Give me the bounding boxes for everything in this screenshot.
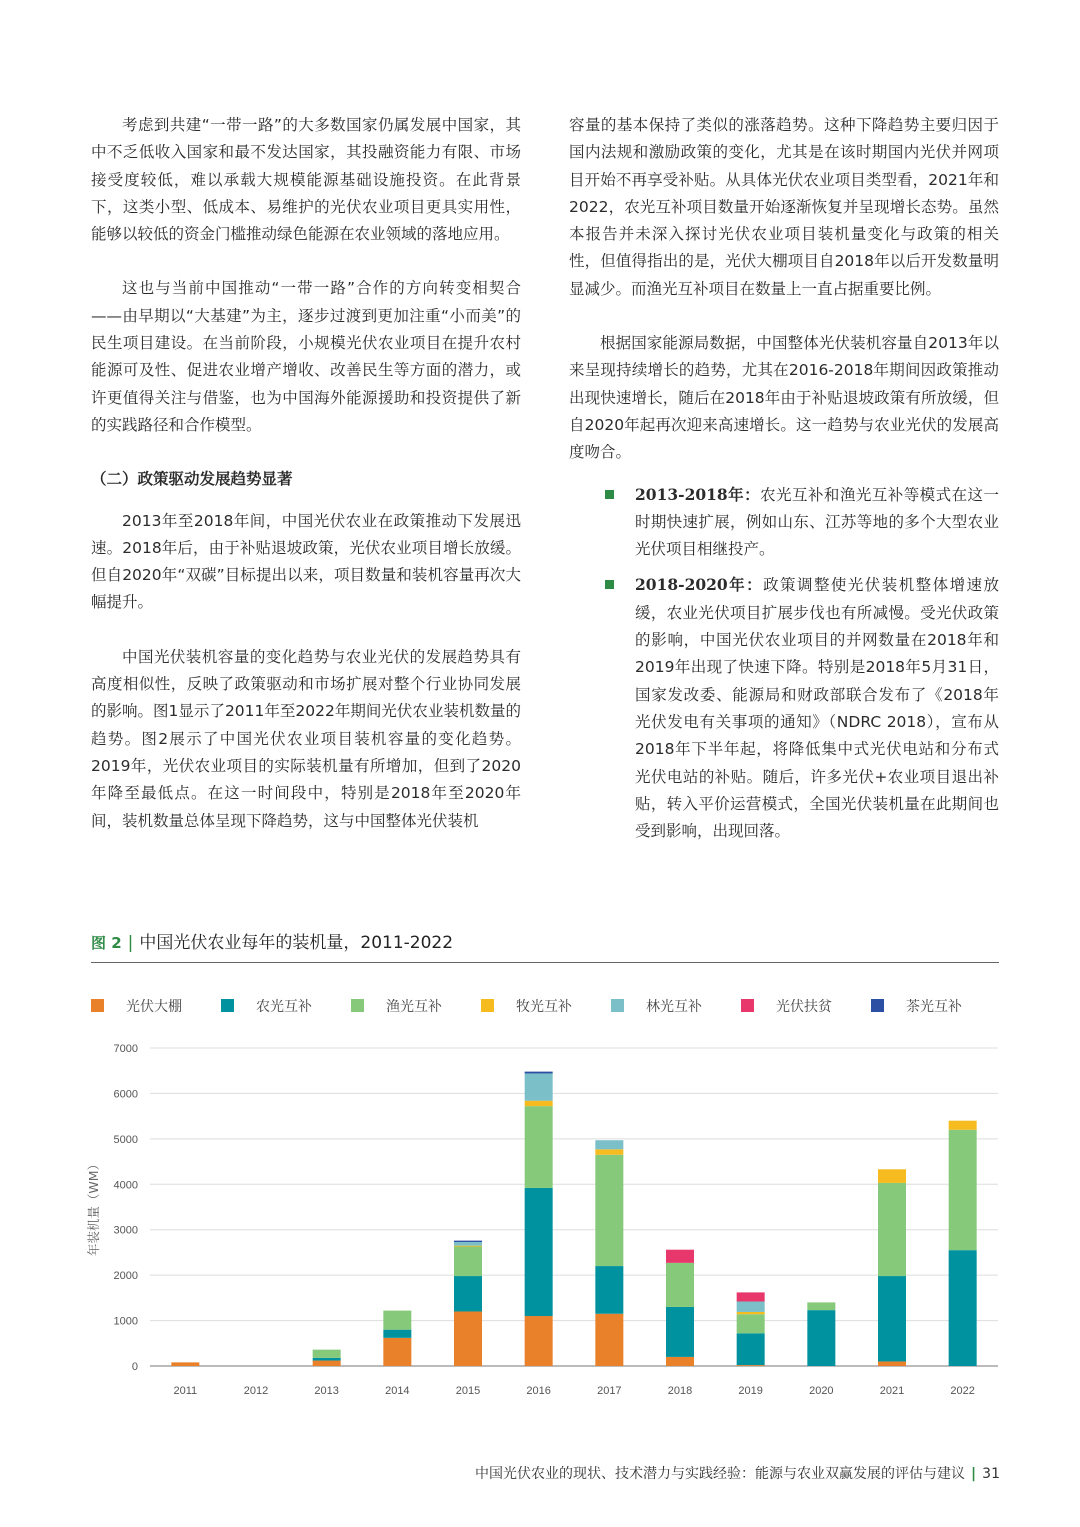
bar-segment xyxy=(737,1312,765,1314)
section-title: （二）政策驱动发展趋势显著 xyxy=(91,470,293,489)
footer-separator: | xyxy=(971,1466,977,1482)
bar-segment xyxy=(454,1311,482,1366)
x-tick-label: 2011 xyxy=(173,1385,198,1397)
stacked-bar-chart xyxy=(80,1030,1010,1410)
x-tick-label: 2015 xyxy=(455,1385,481,1397)
legend-label: 牧光互补 xyxy=(516,999,572,1015)
legend-item xyxy=(351,996,442,1016)
bar-segment xyxy=(525,1316,553,1366)
bar-segment xyxy=(525,1072,553,1074)
bar-segment xyxy=(666,1263,694,1307)
y-tick-label: 0 xyxy=(131,1361,138,1373)
bar-segment xyxy=(171,1362,199,1366)
x-tick-label: 2012 xyxy=(243,1385,269,1397)
x-tick-label: 2019 xyxy=(738,1385,763,1397)
right-column xyxy=(569,112,999,845)
figure-caption: 中国光伏农业每年的装机量，2011-2022 xyxy=(139,933,454,953)
legend-item xyxy=(91,996,182,1016)
bar-segment xyxy=(595,1140,623,1149)
bar-segment xyxy=(313,1350,341,1358)
bar-segment xyxy=(737,1314,765,1333)
bar-segment xyxy=(737,1365,765,1366)
bar-segment xyxy=(525,1106,553,1188)
bar-segment xyxy=(949,1130,977,1250)
page-number: 31 xyxy=(982,1466,1000,1482)
bullet-square-icon xyxy=(605,580,614,589)
page-footer xyxy=(475,1463,1000,1483)
bullet-lead: 2018-2020年： xyxy=(635,575,764,595)
x-tick-label: 2021 xyxy=(879,1385,905,1397)
figure-separator: | xyxy=(127,933,134,953)
legend-swatch xyxy=(91,999,104,1012)
bar-segment xyxy=(525,1073,553,1100)
bar-segment xyxy=(666,1307,694,1357)
y-tick-label: 4000 xyxy=(113,1179,138,1192)
legend-label: 光伏扶贫 xyxy=(776,999,832,1015)
legend-swatch xyxy=(871,999,884,1012)
bullet-2013-2018 xyxy=(569,481,999,564)
y-tick-label: 7000 xyxy=(113,1043,138,1055)
chart-legend xyxy=(91,996,1011,1018)
y-tick-label: 5000 xyxy=(113,1133,138,1146)
bar-segment xyxy=(807,1302,835,1310)
figure-title xyxy=(91,928,453,953)
left-column xyxy=(91,112,521,835)
bar-segment xyxy=(454,1246,482,1247)
legend-swatch xyxy=(351,999,364,1012)
bar-segment xyxy=(949,1250,977,1366)
x-tick-label: 2022 xyxy=(950,1385,975,1397)
right-paragraph-1: 容量的基本保持了类似的涨落趋势。这种下降趋势主要归因于国内法规和激励政策的变化，尤其是在该时期国内光伏并网项目开始不再享受补贴。从具体光伏农业项目类型看，2021年和2022，农光互补项目数量开始逐渐恢复并呈现增长态势。虽然本报告并未深入探讨光伏农业项目装机量变化与政策的相关性，但值得指出的是，光伏大棚项目自2018年以后开发数量明显减少。而渔光互补项目在数量上一直占据重要比例。 xyxy=(569,116,999,298)
bar-segment xyxy=(595,1314,623,1366)
bullet-square-icon xyxy=(605,490,614,499)
x-tick-label: 2013 xyxy=(314,1385,339,1397)
bar-segment xyxy=(878,1361,906,1366)
left-paragraph-1: 考虑到共建“一带一路”的大多数国家仍属发展中国家，其中不乏低收入国家和最不发达国家，其投融资能力有限、市场接受度较低，难以承载大规模能源基础设施投资。在此背景下，这类小型、低成本、易维护的光伏农业项目更具实用性，能够以较低的资金门槛推动绿色能源在农业领域的落地应用。 xyxy=(91,116,521,244)
bar-segment xyxy=(383,1311,411,1330)
bar-segment xyxy=(383,1330,411,1338)
legend-item xyxy=(221,996,312,1016)
bar-segment xyxy=(737,1292,765,1301)
legend-item xyxy=(481,996,572,1016)
x-tick-label: 2017 xyxy=(597,1385,622,1397)
y-tick-label: 6000 xyxy=(113,1088,138,1101)
bar-segment xyxy=(525,1188,553,1316)
left-paragraph-2: 这也与当前中国推动“一带一路”合作的方向转变相契合——由早期以“大基建”为主，逐步过渡到更加注重“小而美”的民生项目建设。在当前阶段，小规模光伏农业项目在提升农村能源可及性、促进农业增产增收、改善民生等方面的潜力，或许更值得关注与借鉴，也为中国海外能源援助和投资提供了新的实践路径和合作模型。 xyxy=(91,279,521,434)
bar-segment xyxy=(949,1121,977,1130)
legend-swatch xyxy=(741,999,754,1012)
bar-segment xyxy=(878,1183,906,1276)
bar-segment xyxy=(878,1169,906,1183)
bullet-text: 政策调整使光伏装机整体增速放缓，农业光伏项目扩展步伐也有所减慢。受光伏政策的影响，中国光伏农业项目的并网数量在2018年和2019年出现了快速下降。特别是2018年5月31日，国家发改委、能源局和财政部联合发布了《2018年光伏发电有关事项的通知》（NDRC 2018），宣布从2018年下半年起，将降低集中式光伏电站和分布式光伏电站的补贴。随后，许多光伏+农业项目退出补贴，转入平价运营模式，全国光伏装机量在此期间也受到影响，出现回落。 xyxy=(635,576,999,841)
left-paragraph-3: 2013年至2018年间，中国光伏农业在政策推动下发展迅速。2018年后，由于补贴退坡政策，光伏农业项目增长放缓。但自2020年“双碳”目标提出以来，项目数量和装机容量再次大幅提升。 xyxy=(91,511,521,612)
y-tick-label: 3000 xyxy=(113,1224,138,1237)
bar-segment xyxy=(595,1149,623,1154)
bar-segment xyxy=(595,1266,623,1314)
bullet-2018-2020 xyxy=(569,571,999,845)
bar-segment xyxy=(878,1276,906,1361)
y-axis-label: 年装机量（WM） xyxy=(86,1157,101,1257)
bar-segment xyxy=(807,1310,835,1366)
x-tick-label: 2018 xyxy=(667,1385,693,1397)
legend-swatch xyxy=(221,999,234,1012)
legend-label: 渔光互补 xyxy=(386,999,442,1015)
bar-segment xyxy=(313,1358,341,1361)
legend-item xyxy=(871,996,962,1016)
legend-label: 光伏大棚 xyxy=(126,999,182,1015)
left-paragraph-4: 中国光伏装机容量的变化趋势与农业光伏的发展趋势具有高度相似性，反映了政策驱动和市场扩展对整个行业协同发展的影响。图1显示了2011年至2022年期间光伏农业装机数量的趋势。图2展示了中国光伏农业项目装机容量的变化趋势。2019年，光伏农业项目的实际装机量有所增加，但到了2020年降至最低点。在这一时间段中，特别是2018年至2020年间，装机数量总体呈现下降趋势，这与中国整体光伏装机 xyxy=(91,647,521,830)
bar-segment xyxy=(454,1276,482,1311)
bar-segment xyxy=(313,1361,341,1366)
bar-segment xyxy=(525,1101,553,1106)
y-tick-label: 2000 xyxy=(113,1270,138,1283)
y-tick-label: 1000 xyxy=(113,1315,138,1328)
bar-segment xyxy=(737,1333,765,1365)
bullet-lead: 2013-2018年： xyxy=(635,484,761,504)
x-tick-label: 2016 xyxy=(526,1385,551,1397)
figure-number: 图 2 xyxy=(91,934,122,952)
legend-label: 林光互补 xyxy=(646,999,702,1015)
x-tick-label: 2020 xyxy=(809,1385,834,1397)
bar-segment xyxy=(454,1247,482,1277)
figure-rule xyxy=(91,962,999,963)
legend-swatch xyxy=(611,999,624,1012)
legend-item xyxy=(741,996,832,1016)
bullet-text: 农光互补和渔光互补等模式在这一时期快速扩展，例如山东、江苏等地的多个大型农业光伏项目相继投产。 xyxy=(635,485,999,559)
legend-label: 茶光互补 xyxy=(906,999,962,1015)
legend-item xyxy=(611,996,702,1016)
bar-segment xyxy=(595,1155,623,1266)
legend-swatch xyxy=(481,999,494,1012)
bar-segment xyxy=(454,1242,482,1246)
bar-segment xyxy=(666,1357,694,1366)
bar-segment xyxy=(383,1338,411,1366)
legend-label: 农光互补 xyxy=(256,999,312,1015)
bar-segment xyxy=(737,1301,765,1311)
bar-segment xyxy=(454,1241,482,1242)
right-paragraph-2: 根据国家能源局数据，中国整体光伏装机容量自2013年以来呈现持续增长的趋势，尤其在2016-2018年期间因政策推动出现快速增长，随后在2018年由于补贴退坡政策有所放缓，但自2020年起再次迎来高速增长。这一趋势与农业光伏的发展高度吻合。 xyxy=(569,334,999,462)
x-tick-label: 2014 xyxy=(385,1385,410,1397)
bar-segment xyxy=(666,1250,694,1263)
footer-title: 中国光伏农业的现状、技术潜力与实践经验：能源与农业双赢发展的评估与建议 xyxy=(475,1466,966,1482)
